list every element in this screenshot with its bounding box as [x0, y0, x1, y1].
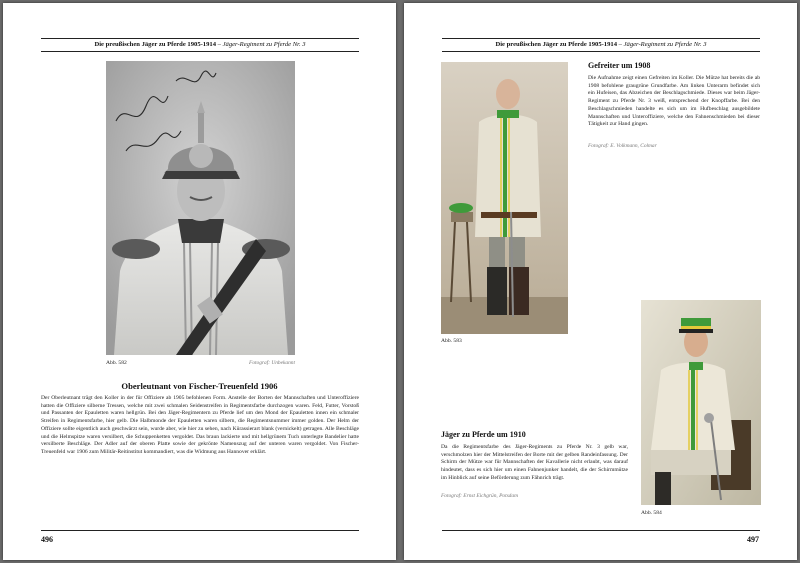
photo-officer-portrait	[106, 61, 295, 355]
left-page	[3, 3, 396, 560]
jaeger-1910-image	[641, 300, 761, 505]
body-text-gefreiter: Die Aufnahme zeigt einen Gefreiten im Koller. Die Mütze hat bereits die ab 1908 befohlene graugrüne Grundfarbe. Am linken Unterarm befindet sich ein Hufeisen, das Abzeichen der Beschlagschmiede. Dieses war beim Jäger-Regiment zu Pferde Nr. 3 weiß, entsprechend der Knopffarbe. Bei den Beschlagschmieden handelte es sich um im Hufbeschlag ausgebildete Mannschaften und Unteroffiziere, welche den Fahnenschmieden bei dieser Tätigkeit zur Hand gingen.	[588, 75, 760, 128]
credit-abb-584: Fotograf: Ernst Eichgrün, Potsdam	[441, 493, 518, 499]
page-number-right: 497	[747, 535, 759, 544]
running-head-title: Die preußischen Jäger zu Pferde 1905-1914	[495, 41, 617, 48]
credit-abb-582: Fotograf: Unbekannt	[249, 360, 295, 366]
running-head-subtitle: Jäger-Regiment zu Pferde Nr. 3	[623, 41, 707, 48]
caption-abb-584: Abb. 584	[641, 510, 662, 516]
credit-abb-583: Fotograf: E. Volkmann, Colmar	[588, 143, 657, 149]
running-head-left	[41, 38, 359, 52]
running-head-subtitle: Jäger-Regiment zu Pferde Nr. 3	[222, 41, 306, 48]
photo-jaeger-1910	[641, 300, 761, 505]
heading-jaeger-1910: Jäger zu Pferde um 1910	[441, 430, 526, 439]
gefreiter-image	[441, 62, 568, 334]
body-text-left: Der Oberleutnant trägt den Koller in der für Offiziere ab 1905 befohlenen Form. Anstelle der Borten der Mannschaften und Unteroffiziere hatten die Offiziere silberne Tressen, welche mit zwei schmalen Seidenstreifen in Regimentsfarbe durchzogen waren. Feld, Futter, Vorstoß und Passanten der Epauletten waren hellgrün. Bei den Jäger-Regimentern zu Pferde lief um den Mond der Epauletten innen ein schmaler Streifen in Regimentsfarbe, hier gelb. Die Halbmonde der Epauletten waren silbern, die Regimentsnummer immer golden. Der Helm der Offiziere sollte eigentlich auch geschwärzt sein, wurde aber, wie hier zu sehen, nach Kürassierart blank (vernickelt) getragen. Alle Beschläge und die Helmspitze waren versilbert, die Schuppenketten vergoldet. Das braun lackierte und mit hellgrünem Tuch unterlegte Bandelier hatte versilberte Beschläge. Der Adler auf der oberen Platte sowie der gekrönte Namenszug auf der unteren waren vergoldet. Von Fischer-Treuenfeld war 1906 zum Militär-Reitinstitut kommandiert, was die Widmung aus Hannover erklärt.	[41, 395, 359, 455]
right-page	[404, 3, 797, 560]
photo-gefreiter	[441, 62, 568, 334]
heading-gefreiter: Gefreiter um 1908	[588, 61, 651, 70]
footer-rule-right	[442, 530, 760, 531]
footer-rule-left	[41, 530, 359, 531]
body-text-jaeger-1910: Da die Regimentsfarbe des Jäger-Regiments zu Pferde Nr. 3 gelb war, verschmolzen hier der Mittelstreifen der Borte mit der gelben Randeinfassung. Der Schirm der Mütze war für Mannschaften der Kavallerie nicht erlaubt, was darauf hindeutet, dass es sich hier um einen Fahnenjunker handelt, die der Schirmmütze im Hinblick auf seine Beförderung zum Fähnrich trägt.	[441, 444, 628, 481]
running-head-right	[442, 38, 760, 52]
running-head-title: Die preußischen Jäger zu Pferde 1905-1914	[94, 41, 216, 48]
heading-oberleutnant: Oberleutnant von Fischer-Treuenfeld 1906	[121, 381, 278, 391]
officer-portrait-image	[106, 61, 295, 355]
page-number-left: 496	[41, 535, 53, 544]
running-head-separator: –	[216, 41, 223, 48]
running-head-separator: –	[617, 41, 624, 48]
caption-abb-582: Abb. 582	[106, 360, 127, 366]
caption-abb-583: Abb. 583	[441, 338, 462, 344]
